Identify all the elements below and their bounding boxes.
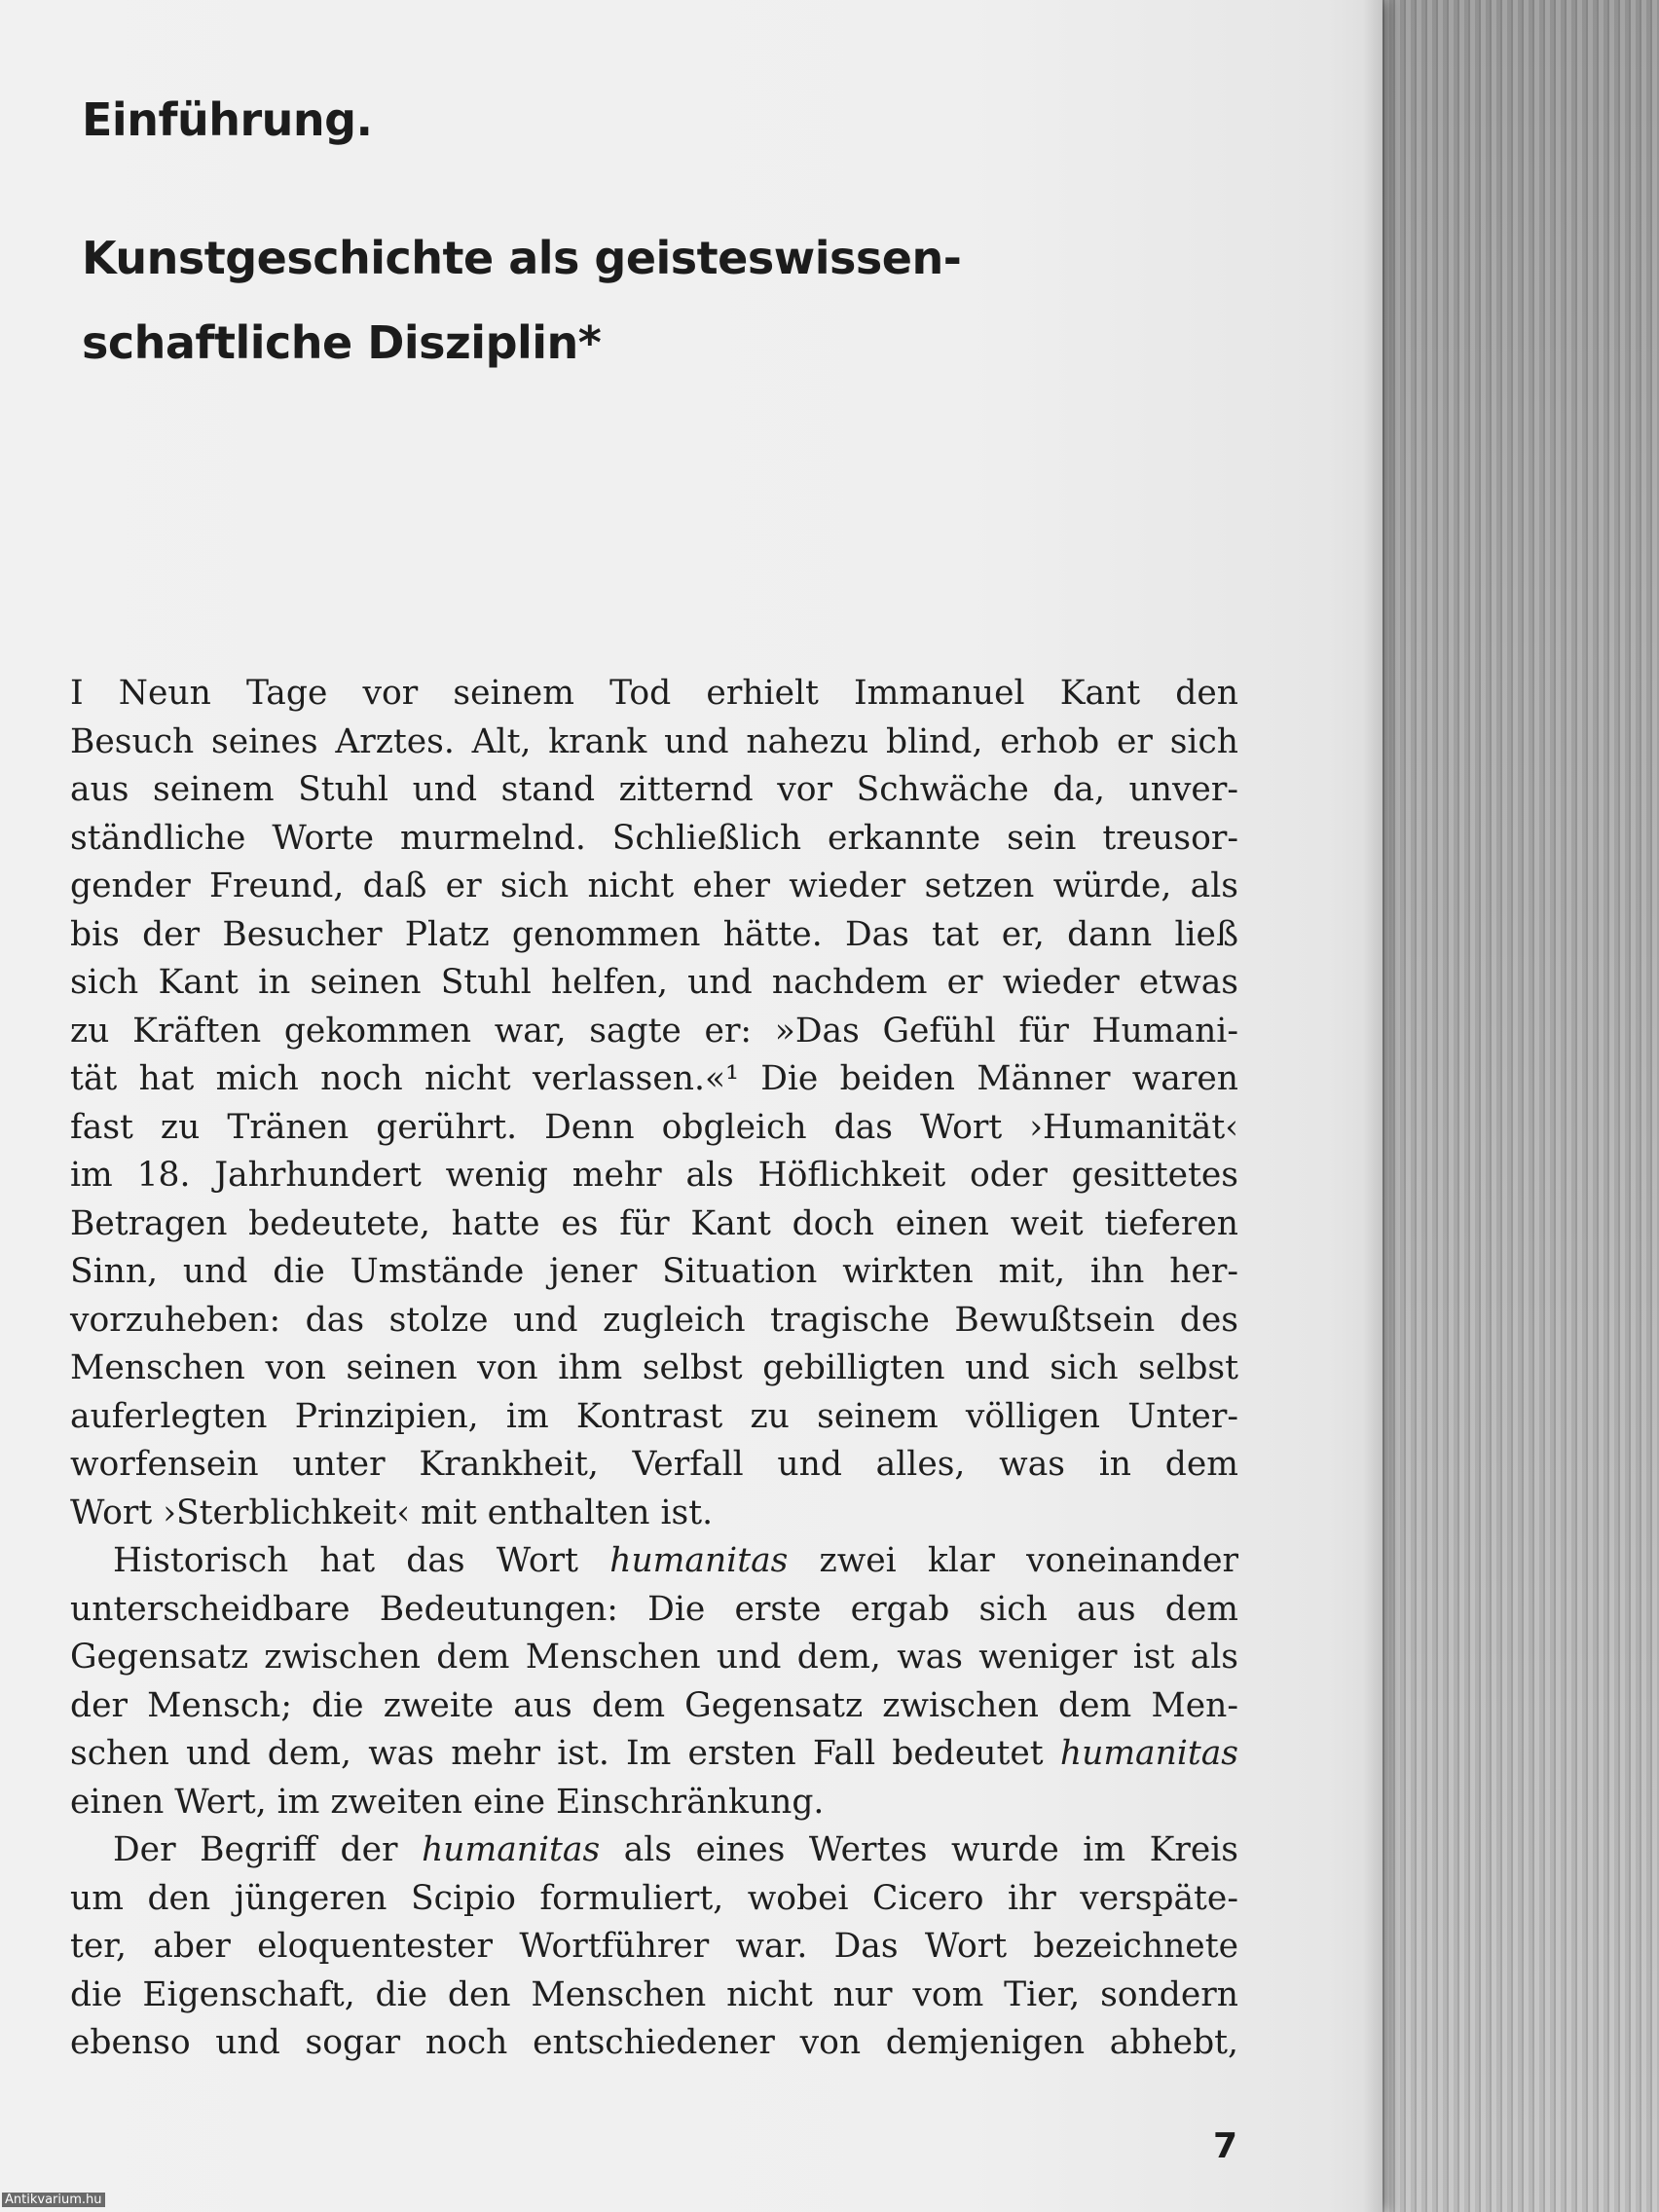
text-line: Wort ›Sterblichkeit‹ mit enthalten ist. bbox=[70, 1493, 714, 1532]
text-line: Menschen von seinen von ihm selbst gebilligten und sich selbst bbox=[70, 1348, 1238, 1387]
text-line: fast zu Tränen gerührt. Denn obgleich das Wort ›Humanität‹ bbox=[70, 1107, 1238, 1147]
chapter-title bbox=[82, 216, 1250, 386]
text-line: gender Freund, daß er sich nicht eher wieder setzen würde, als bbox=[70, 866, 1238, 905]
text-line: einen Wert, im zweiten eine Einschränkung. bbox=[70, 1782, 825, 1822]
text-line bbox=[70, 1826, 1238, 1875]
text-line: um den jüngeren Scipio formuliert, wobei Cicero ihr verspäte- bbox=[70, 1878, 1238, 1918]
text-run: zwei klar voneinander bbox=[788, 1541, 1238, 1580]
text-run: Historisch hat das Wort bbox=[113, 1541, 610, 1580]
text-line: auferlegten Prinzipien, im Kontrast zu seinem völligen Unter- bbox=[70, 1396, 1238, 1436]
text-line: im 18. Jahrhundert wenig mehr als Höflichkeit oder gesittetes bbox=[70, 1156, 1238, 1195]
text-line: die Eigenschaft, die den Menschen nicht nur vom Tier, sondern bbox=[70, 1974, 1238, 2014]
watermark: Antikvarium.hu bbox=[2, 2193, 105, 2207]
chapter-title-line: Kunstgeschichte als geisteswissen- bbox=[82, 232, 962, 284]
chapter-label: Einführung. bbox=[82, 93, 373, 146]
text-run: schen und dem, was mehr ist. Im ersten Fall bedeutet bbox=[70, 1734, 1060, 1773]
text-line: zu Kräften gekommen war, sagte er: »Das Gefühl für Humani- bbox=[70, 1011, 1238, 1051]
text-line: Gegensatz zwischen dem Menschen und dem, was weniger ist als bbox=[70, 1638, 1238, 1677]
text-line: worfensein unter Krankheit, Verfall und alles, was in dem bbox=[70, 1445, 1238, 1484]
wood-background bbox=[1382, 0, 1659, 2212]
text-line: I Neun Tage vor seinem Tod erhielt Immanuel Kant den bbox=[70, 674, 1238, 713]
text-line: Besuch seines Arztes. Alt, krank und nahezu blind, erhob er sich bbox=[70, 721, 1238, 761]
page-number: 7 bbox=[1213, 2126, 1238, 2166]
italic-term: humanitas bbox=[1059, 1734, 1238, 1773]
text-line: tät hat mich noch nicht verlassen.«¹ Die beiden Männer waren bbox=[70, 1059, 1238, 1098]
text-line bbox=[70, 1537, 1238, 1586]
text-line bbox=[70, 1730, 1238, 1779]
text-line: Betragen bedeutete, hatte es für Kant doch einen weit tieferen bbox=[70, 1203, 1238, 1243]
text-line: unterscheidbare Bedeutungen: Die erste ergab sich aus dem bbox=[70, 1589, 1238, 1629]
text-line: bis der Besucher Platz genommen hätte. Das tat er, dann ließ bbox=[70, 914, 1238, 954]
text-line: aus seinem Stuhl und stand zitternd vor Schwäche da, unver- bbox=[70, 770, 1238, 809]
text-line: vorzuheben: das stolze und zugleich tragische Bewußtsein des bbox=[70, 1300, 1238, 1340]
italic-term: humanitas bbox=[609, 1541, 789, 1580]
text-run: als eines Wertes wurde im Kreis bbox=[600, 1830, 1238, 1869]
body-text bbox=[70, 670, 1238, 2068]
text-line: ter, aber eloquentester Wortführer war. Das Wort bezeichnete bbox=[70, 1927, 1238, 1966]
text-line: ständliche Worte murmelnd. Schließlich erkannte sein treusor- bbox=[70, 818, 1238, 858]
text-line: ebenso und sogar noch entschiedener von demjenigen abhebt, bbox=[70, 2023, 1238, 2062]
text-line: der Mensch; die zweite aus dem Gegensatz zwischen dem Men- bbox=[70, 1685, 1238, 1725]
text-line: Sinn, und die Umstände jener Situation wirkten mit, ihn her- bbox=[70, 1252, 1238, 1291]
chapter-title-line: schaftliche Disziplin* bbox=[82, 316, 602, 369]
italic-term: humanitas bbox=[422, 1830, 601, 1869]
text-line: sich Kant in seinen Stuhl helfen, und nachdem er wieder etwas bbox=[70, 963, 1238, 1002]
text-run: Der Begriff der bbox=[113, 1830, 423, 1869]
